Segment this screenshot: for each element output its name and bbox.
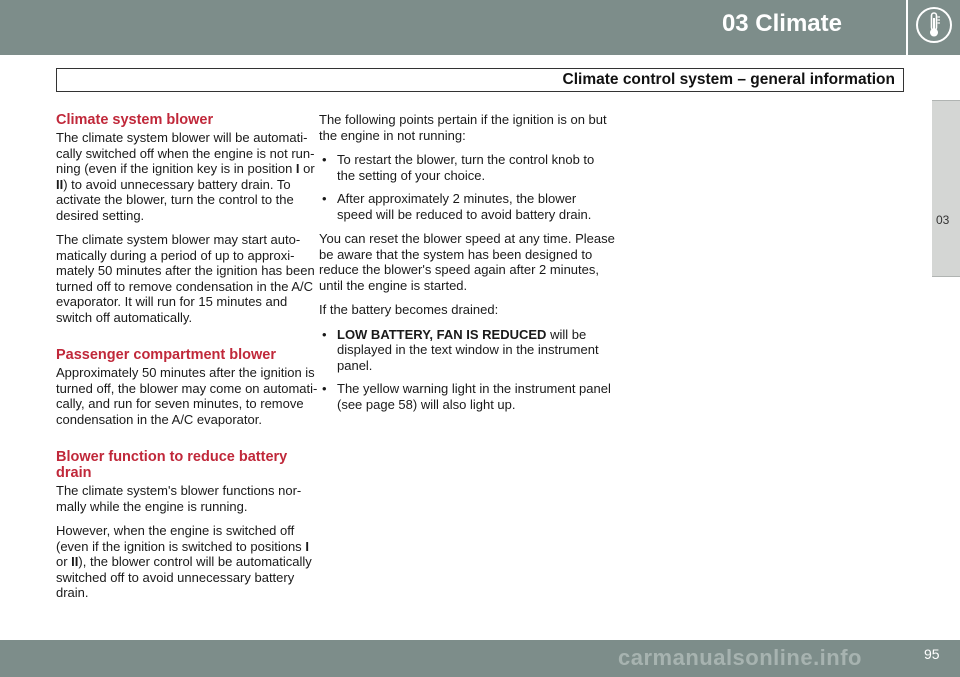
side-tab-label: 03: [936, 213, 950, 227]
paragraph-blower-auto-off: The climate system blower will be automati-cally switched off when the engine is not run-ning (even if the ignition key is in position I or II) to avoid unnecessary battery drain. To activate the blower, turn the control to the desired setting.: [56, 130, 315, 223]
list-item: • After approximately 2 minutes, the blower speed will be reduced to avoid battery drain.: [322, 191, 592, 222]
chapter-icon-box: [906, 0, 960, 55]
list-item: • LOW BATTERY, FAN IS REDUCED will be displayed in the text window in the instrument panel.: [322, 326, 599, 373]
bullet-icon: •: [322, 191, 327, 206]
paragraph-reset-blower: You can reset the blower speed at any time. Please be aware that the system has been designed to reduce the blower's speed again after 2 minutes, until the engine is started.: [319, 231, 615, 293]
paragraph-passenger-blower: Approximately 50 minutes after the ignition is turned off, the blower may come on automati-cally, and run for seven minutes, to remove condensation in the A/C evaporator.: [56, 365, 318, 427]
watermark: carmanualsonline.info: [618, 645, 862, 670]
section-title: Climate control system – general information: [562, 71, 895, 88]
paragraph-blower-switched-off: However, when the engine is switched off (even if the ignition is switched to positions I or II), the blower control will be automatically switched off to avoid unnecessary battery drain.: [56, 523, 312, 600]
paragraph-blower-auto-start: The climate system blower may start auto-matically during a period of up to approxi-mately 50 minutes after the ignition has been turned off to remove condensation in the A/C evaporator. It will run for 15 minutes and switch off automatically.: [56, 232, 315, 325]
bullet-icon: •: [322, 326, 327, 342]
section-header-box: [56, 68, 904, 92]
bullet-icon: •: [322, 152, 327, 167]
chapter-side-tab: [932, 100, 960, 277]
paragraph-ignition-on: The following points pertain if the ignition is on but the engine in not running:: [319, 112, 607, 143]
left-column: [56, 112, 324, 610]
paragraph-battery-drained: If the battery becomes drained:: [319, 302, 499, 317]
page-number: 95: [924, 646, 940, 662]
heading-battery-drain: Blower function to reduce battery drain: [56, 449, 288, 481]
list-item: • To restart the blower, turn the control knob to the setting of your choice.: [322, 152, 595, 183]
heading-climate-system-blower: Climate system blower: [56, 112, 214, 128]
header-band: [0, 0, 906, 55]
right-column: [319, 112, 615, 421]
heading-passenger-compartment-blower: Passenger compartment blower: [56, 347, 276, 363]
bullet-list-battery: [319, 327, 615, 413]
bullet-list-ignition: [319, 152, 615, 222]
chapter-title: 03 Climate: [721, 10, 842, 37]
bullet-icon: •: [322, 381, 327, 396]
thermometer-icon: [915, 6, 953, 44]
list-item: • The yellow warning light in the instrument panel (see page 58) will also light up.: [322, 381, 611, 412]
paragraph-blower-normal: The climate system's blower functions nor-mally while the engine is running.: [56, 483, 302, 514]
